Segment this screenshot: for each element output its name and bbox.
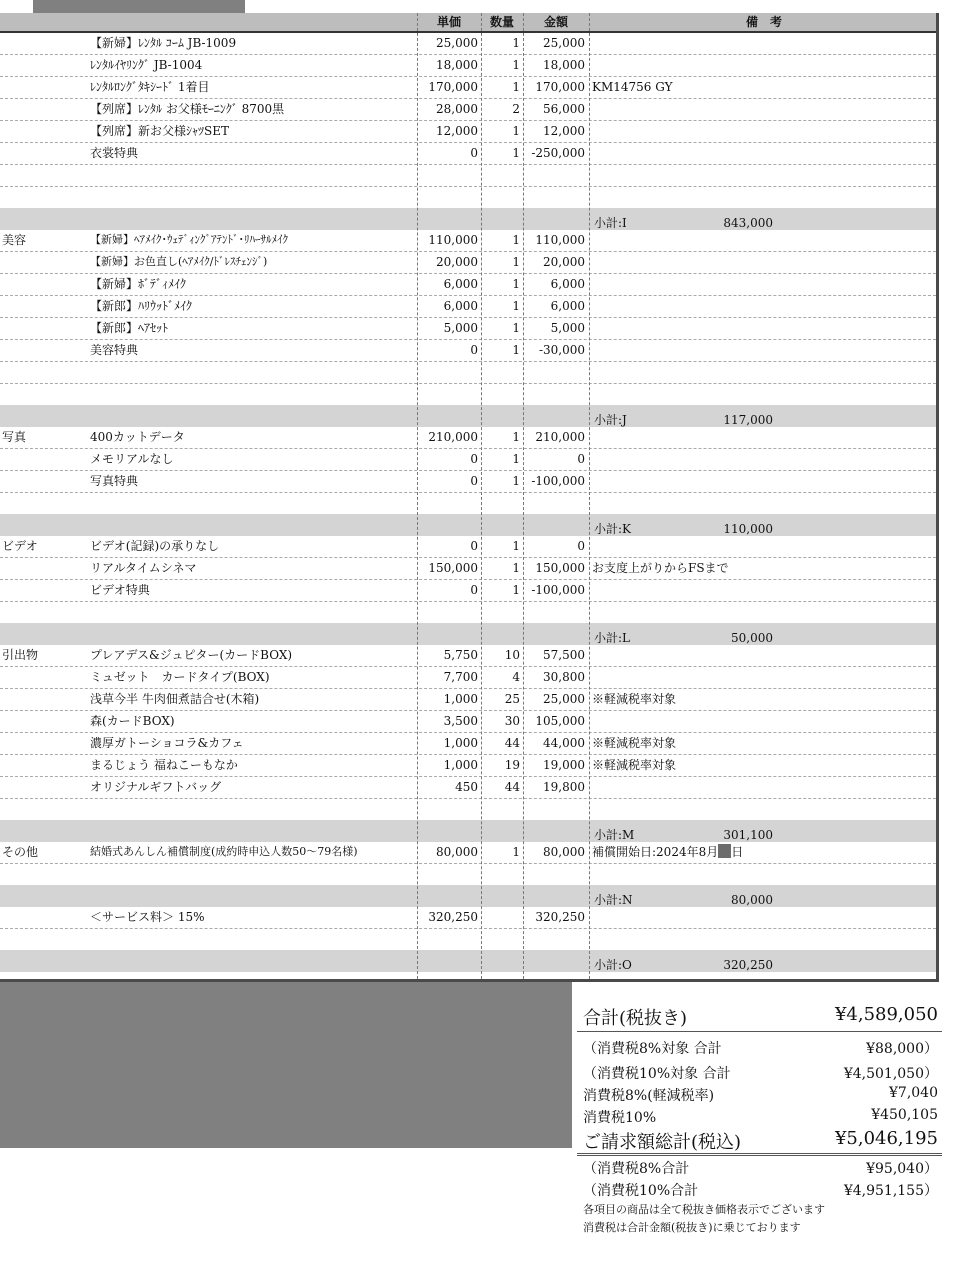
redacted-day (718, 844, 731, 858)
divider (577, 1031, 942, 1032)
subtotal-label: 小計:N (594, 893, 633, 907)
row-amount: 0 (577, 539, 585, 553)
row-quantity: 1 (512, 474, 520, 488)
row-amount: 110,000 (535, 233, 585, 247)
row-amount: 6,000 (550, 277, 585, 291)
row-quantity: 44 (504, 780, 520, 794)
row-quantity: 44 (504, 736, 520, 750)
row-item-name: ＜サービス料＞ 15% (90, 910, 205, 924)
row-amount: 6,000 (550, 299, 585, 313)
row-note: お支度上がりからFSまで (592, 561, 729, 575)
header-qty: 数量 (489, 15, 514, 29)
total-value: ¥5,046,195 (834, 1128, 938, 1149)
row-unit-price: 320,250 (428, 910, 478, 924)
row-note: ※軽減税率対象 (592, 692, 677, 706)
table-row (0, 164, 936, 187)
row-quantity: 1 (512, 277, 520, 291)
subtotal-row (0, 885, 936, 907)
tax10-target-label: （消費税10%対象 合計 (583, 1066, 731, 1082)
incl8-value: ¥95,040） (866, 1161, 938, 1177)
note-text: 補償開始日:2024年8月 (592, 845, 719, 859)
row-unit-price: 0 (470, 343, 478, 357)
table-row (0, 798, 936, 821)
row-amount: 80,000 (543, 845, 585, 859)
summary-tax10-target (577, 1063, 942, 1083)
note-2: 消費税は合計金額(税抜き)に乗じております (583, 1221, 801, 1234)
row-item-name: 【列席】ﾚﾝﾀﾙ お父様ﾓｰﾆﾝｸﾞ 8700黒 (90, 102, 285, 116)
table-row (0, 142, 936, 165)
subtotal-value: 80,000 (731, 893, 773, 907)
row-amount: 44,000 (543, 736, 585, 750)
header-amount: 金額 (543, 15, 568, 29)
row-item-name: 濃厚ガトーショコラ&カフェ (90, 736, 244, 750)
row-amount: 20,000 (543, 255, 585, 269)
row-item-name: 【新婦】ﾎﾞﾃﾞｨﾒｲｸ (90, 277, 187, 291)
tax8-value: ¥7,040 (889, 1085, 938, 1101)
row-quantity: 10 (504, 648, 520, 662)
row-unit-price: 1,000 (443, 758, 478, 772)
subtotal-value: 50,000 (731, 631, 773, 645)
row-unit-price: 450 (455, 780, 478, 794)
row-item-name: ﾚﾝﾀﾙﾛﾝｸﾞﾀｷｼｰﾄﾞ 1着目 (90, 80, 210, 94)
subtotal-row (0, 623, 936, 645)
row-unit-price: 25,000 (436, 36, 478, 50)
summary-tax8-target (577, 1038, 942, 1058)
row-unit-price: 0 (470, 474, 478, 488)
row-unit-price: 28,000 (436, 102, 478, 116)
row-amount: 56,000 (543, 102, 585, 116)
row-amount: 5,000 (550, 321, 585, 335)
row-quantity: 1 (512, 539, 520, 553)
subtotal-value: 320,250 (723, 958, 773, 972)
row-note: KM14756 GY (592, 80, 673, 94)
row-category: その他 (2, 845, 39, 859)
row-item-name: ﾚﾝﾀﾙｲﾔﾘﾝｸﾞ JB-1004 (90, 58, 203, 72)
subtotal-label: 小計:J (594, 413, 627, 427)
row-item-name: プレアデス&ジュピター(カードBOX) (90, 648, 293, 662)
row-item-name: ミュゼット カードタイプ(BOX) (90, 670, 270, 684)
row-item-name: 【新婦】お色直し(ﾍｱﾒｲｸ/ﾄﾞﾚｽﾁｪﾝｼﾞ) (90, 255, 268, 268)
row-item-name: ビデオ特典 (90, 583, 150, 597)
row-category: 引出物 (2, 648, 39, 662)
subtotal-value: 110,000 (723, 522, 773, 536)
header-price: 単価 (436, 15, 461, 29)
row-quantity: 1 (512, 845, 520, 859)
row-amount: 12,000 (543, 124, 585, 138)
row-item-name: 【新婦】ﾚﾝﾀﾙ ｺｰﾑ JB-1009 (90, 36, 237, 50)
incl8-label: （消費税8%合計 (583, 1161, 690, 1177)
table-row (0, 251, 936, 274)
column-divider (589, 13, 590, 979)
row-unit-price: 170,000 (428, 80, 478, 94)
row-quantity: 1 (512, 343, 520, 357)
row-quantity: 1 (512, 299, 520, 313)
note-1: 各項目の商品は全て税抜き価格表示でございます (583, 1203, 825, 1216)
row-amount: 105,000 (535, 714, 585, 728)
row-amount: 19,800 (543, 780, 585, 794)
row-quantity: 2 (512, 102, 520, 116)
row-category: 写真 (2, 430, 27, 444)
row-unit-price: 20,000 (436, 255, 478, 269)
summary-incl10 (577, 1180, 942, 1200)
double-divider (577, 1153, 942, 1156)
table-row (0, 98, 936, 121)
subtotal-label: 小計:O (594, 958, 632, 972)
row-quantity: 1 (512, 321, 520, 335)
row-item-name: リアルタイムシネマ (90, 561, 197, 575)
row-quantity: 1 (512, 583, 520, 597)
row-amount: 210,000 (535, 430, 585, 444)
table-row (0, 535, 936, 558)
row-note (592, 841, 743, 863)
row-unit-price: 80,000 (436, 845, 478, 859)
row-quantity: 25 (504, 692, 520, 706)
table-row (0, 120, 936, 143)
table-row (0, 339, 936, 362)
row-amount: -100,000 (531, 583, 585, 597)
table-row (0, 732, 936, 755)
table-row (0, 76, 936, 99)
subtotal-row (0, 820, 936, 842)
summary-note-2 (577, 1219, 942, 1237)
header-note: 備 考 (745, 15, 782, 29)
row-item-name: 400カットデータ (90, 430, 185, 444)
table-row (0, 666, 936, 689)
subtotal-label: 小計:M (594, 828, 635, 842)
table-row (0, 710, 936, 733)
row-quantity: 1 (512, 255, 520, 269)
total-label: ご請求額総計(税込) (583, 1132, 742, 1153)
table-row (0, 383, 936, 406)
row-item-name: 【新郎】ﾍｱｾｯﾄ (90, 321, 169, 335)
row-amount: 320,250 (535, 910, 585, 924)
summary-note-1 (577, 1201, 942, 1219)
tax8-target-value: ¥88,000） (866, 1041, 938, 1057)
table-row (0, 295, 936, 318)
row-amount: 25,000 (543, 36, 585, 50)
row-item-name: メモリアルなし (90, 452, 174, 466)
summary-total (577, 1128, 942, 1152)
row-category: 美容 (2, 233, 27, 247)
row-item-name: 【新婦】ﾍｱﾒｲｸ･ｳｪﾃﾞｨﾝｸﾞｱﾃﾝﾄﾞ･ﾘﾊｰｻﾙﾒｲｸ (90, 233, 288, 246)
tax8-target-label: （消費税8%対象 合計 (583, 1041, 722, 1057)
table-row (0, 54, 936, 77)
row-quantity: 1 (512, 452, 520, 466)
incl10-value: ¥4,951,155） (843, 1183, 938, 1199)
row-unit-price: 18,000 (436, 58, 478, 72)
table-row (0, 688, 936, 711)
row-quantity: 4 (512, 670, 520, 684)
row-amount: 150,000 (535, 561, 585, 575)
row-item-name: 美容特典 (90, 343, 139, 357)
tax10-value: ¥450,105 (871, 1107, 938, 1123)
summary-tax8 (577, 1085, 942, 1105)
row-amount: 170,000 (535, 80, 585, 94)
incl10-label: （消費税10%合計 (583, 1183, 699, 1199)
row-quantity: 1 (512, 36, 520, 50)
table-row (0, 906, 936, 929)
tax10-label: 消費税10% (583, 1110, 657, 1126)
row-unit-price: 0 (470, 146, 478, 160)
table-row (0, 229, 936, 252)
row-unit-price: 150,000 (428, 561, 478, 575)
row-unit-price: 5,750 (443, 648, 478, 662)
row-quantity: 1 (512, 58, 520, 72)
row-item-name: 浅草今半 牛肉佃煮詰合せ(木箱) (90, 692, 260, 706)
row-item-name: 結婚式あんしん補償制度(成約時申込人数50〜79名様) (90, 845, 358, 858)
row-unit-price: 1,000 (443, 736, 478, 750)
row-item-name: 【新郎】ﾊﾘｳｯﾄﾞﾒｲｸ (90, 299, 193, 313)
table-row (0, 273, 936, 296)
row-quantity: 1 (512, 124, 520, 138)
table-row (0, 492, 936, 515)
subtotal-row (0, 950, 936, 972)
table-row (0, 754, 936, 777)
row-amount: 0 (577, 452, 585, 466)
subtotal-row (0, 514, 936, 536)
summary-tax10 (577, 1107, 942, 1127)
row-item-name: 衣裳特典 (90, 146, 139, 160)
table-row (0, 863, 936, 886)
row-unit-price: 110,000 (428, 233, 478, 247)
tax8-label: 消費税8%(軽減税率) (583, 1088, 715, 1104)
table-row (0, 186, 936, 209)
row-quantity: 30 (504, 714, 520, 728)
row-unit-price: 3,500 (443, 714, 478, 728)
row-quantity: 1 (512, 233, 520, 247)
subtotal-row (0, 405, 936, 427)
subtotal-label: 小計:K (594, 522, 632, 536)
row-unit-price: 0 (470, 452, 478, 466)
row-amount: 19,000 (543, 758, 585, 772)
row-unit-price: 0 (470, 539, 478, 553)
column-divider (481, 13, 482, 979)
row-unit-price: 5,000 (443, 321, 478, 335)
subtotal-label: 小計:I (594, 216, 627, 230)
column-divider (523, 13, 524, 979)
row-unit-price: 0 (470, 583, 478, 597)
row-unit-price: 6,000 (443, 277, 478, 291)
row-amount: 57,500 (543, 648, 585, 662)
row-item-name: 写真特典 (90, 474, 139, 488)
row-amount: 25,000 (543, 692, 585, 706)
row-amount: 18,000 (543, 58, 585, 72)
row-quantity: 1 (512, 146, 520, 160)
table-row (0, 601, 936, 624)
table-row (0, 361, 936, 384)
subtotal-value: 843,000 (723, 216, 773, 230)
table-row (0, 928, 936, 951)
row-quantity: 1 (512, 430, 520, 444)
row-note: ※軽減税率対象 (592, 758, 677, 772)
row-note: ※軽減税率対象 (592, 736, 677, 750)
table-row (0, 579, 936, 602)
row-amount: -100,000 (531, 474, 585, 488)
row-item-name: 【列席】新お父様ｼｬﾂSET (90, 124, 229, 138)
row-item-name: 森(カードBOX) (90, 714, 175, 728)
table-row (0, 32, 936, 55)
summary-panel (577, 1000, 942, 1240)
row-quantity: 19 (504, 758, 520, 772)
table-row (0, 776, 936, 799)
row-unit-price: 6,000 (443, 299, 478, 313)
table-row (0, 317, 936, 340)
row-unit-price: 210,000 (428, 430, 478, 444)
row-amount: -250,000 (531, 146, 585, 160)
row-unit-price: 12,000 (436, 124, 478, 138)
subtotal-value: ¥4,589,050 (834, 1004, 938, 1025)
subtotal-label: 小計:L (594, 631, 631, 645)
summary-subtotal (577, 1004, 942, 1030)
redacted-area (0, 982, 572, 1148)
table-row (0, 426, 936, 449)
column-divider (417, 13, 418, 979)
subtotal-row (0, 208, 936, 230)
subtotal-label: 合計(税抜き) (583, 1008, 688, 1029)
tax10-target-value: ¥4,501,050） (843, 1066, 938, 1082)
row-amount: -30,000 (538, 343, 585, 357)
row-unit-price: 7,700 (443, 670, 478, 684)
table-header (0, 13, 936, 33)
table-row (0, 470, 936, 493)
note-suffix: 日 (731, 845, 744, 859)
row-quantity: 1 (512, 80, 520, 94)
table-row (0, 557, 936, 580)
invoice-table (0, 13, 939, 982)
row-quantity: 1 (512, 561, 520, 575)
subtotal-value: 117,000 (723, 413, 773, 427)
table-row (0, 841, 936, 864)
table-row (0, 644, 936, 667)
row-item-name: ビデオ(記録)の承りなし (90, 539, 220, 553)
summary-incl8 (577, 1158, 942, 1178)
row-item-name: まるじょう 福ねこーもなか (90, 758, 238, 772)
subtotal-value: 301,100 (723, 828, 773, 842)
row-amount: 30,800 (543, 670, 585, 684)
table-row (0, 448, 936, 471)
row-item-name: オリジナルギフトバッグ (90, 780, 222, 794)
row-unit-price: 1,000 (443, 692, 478, 706)
row-category: ビデオ (2, 539, 38, 553)
